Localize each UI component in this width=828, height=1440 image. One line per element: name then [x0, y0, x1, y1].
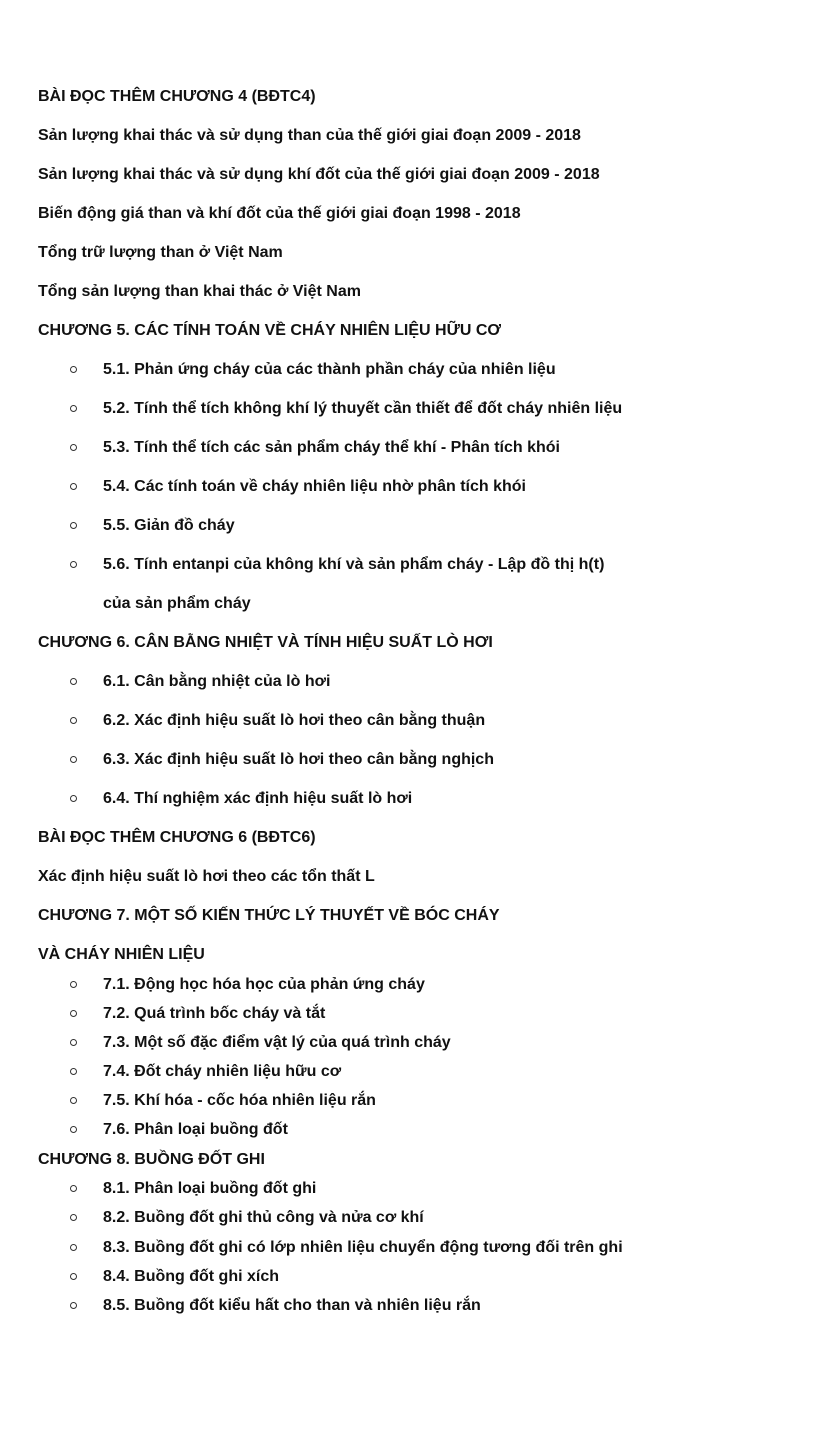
bullet-circle-icon: [70, 1185, 77, 1192]
bullet-circle-icon: [70, 1068, 77, 1075]
bullet-circle-icon: [70, 1214, 77, 1221]
bullet-circle-icon: [70, 756, 77, 763]
list-item-text: 7.4. Đốt cháy nhiên liệu hữu cơ: [103, 1063, 342, 1080]
bullet-circle-icon: [70, 366, 77, 373]
bullet-circle-icon: [70, 561, 77, 568]
list-item-text: 5.3. Tính thể tích các sản phẩm cháy thể khí - Phân tích khói: [103, 439, 560, 456]
reading4-line-price: Biến động giá than và khí đốt của thế giới giai đoạn 1998 - 2018: [38, 205, 521, 222]
list-item-text: của sản phẩm cháy: [103, 595, 251, 612]
list-item-text: 7.3. Một số đặc điểm vật lý của quá trình cháy: [103, 1034, 451, 1051]
bullet-circle-icon: [70, 1273, 77, 1280]
list-item-text: 5.1. Phản ứng cháy của các thành phần cháy của nhiên liệu: [103, 361, 556, 378]
bullet-circle-icon: [70, 1302, 77, 1309]
list-item-text: 8.3. Buồng đốt ghi có lớp nhiên liệu chuyển động tương đối trên ghi: [103, 1239, 623, 1256]
list-item-text: 5.4. Các tính toán về cháy nhiên liệu nhờ phân tích khói: [103, 478, 526, 495]
bullet-circle-icon: [70, 678, 77, 685]
reading4-line-gas: Sản lượng khai thác và sử dụng khí đốt của thế giới giai đoạn 2009 - 2018: [38, 166, 600, 183]
reading6-heading: BÀI ĐỌC THÊM CHƯƠNG 6 (BĐTC6): [38, 829, 316, 846]
bullet-circle-icon: [70, 1126, 77, 1133]
reading6-line: Xác định hiệu suất lò hơi theo các tổn thất L: [38, 868, 375, 885]
list-item-text: 7.6. Phân loại buồng đốt: [103, 1121, 288, 1138]
bullet-circle-icon: [70, 795, 77, 802]
bullet-circle-icon: [70, 1097, 77, 1104]
bullet-circle-icon: [70, 1244, 77, 1251]
list-item-text: 6.1. Cân bằng nhiệt của lò hơi: [103, 673, 331, 690]
list-item-text: 5.5. Giản đồ cháy: [103, 517, 235, 534]
bullet-circle-icon: [70, 483, 77, 490]
bullet-circle-icon: [70, 1010, 77, 1017]
reading4-heading: BÀI ĐỌC THÊM CHƯƠNG 4 (BĐTC4): [38, 88, 316, 105]
list-item-text: 8.5. Buồng đốt kiểu hất cho than và nhiên liệu rắn: [103, 1297, 481, 1314]
chapter7-heading-line1: CHƯƠNG 7. MỘT SỐ KIẾN THỨC LÝ THUYẾT VỀ BÓC CHÁY: [38, 907, 500, 924]
bullet-circle-icon: [70, 522, 77, 529]
list-item-text: 7.2. Quá trình bốc cháy và tắt: [103, 1005, 326, 1022]
list-item-text: 7.1. Động học hóa học của phản ứng cháy: [103, 976, 425, 993]
bullet-circle-icon: [70, 405, 77, 412]
list-item-text: 5.2. Tính thể tích không khí lý thuyết cần thiết để đốt cháy nhiên liệu: [103, 400, 623, 417]
list-item-text: 6.2. Xác định hiệu suất lò hơi theo cân bằng thuận: [103, 712, 486, 729]
chapter6-heading: CHƯƠNG 6. CÂN BẰNG NHIỆT VÀ TÍNH HIỆU SUẤT LÒ HƠI: [38, 634, 493, 651]
chapter7-heading-line2: VÀ CHÁY NHIÊN LIỆU: [38, 946, 205, 963]
bullet-circle-icon: [70, 444, 77, 451]
bullet-circle-icon: [70, 717, 77, 724]
list-item-text: 8.1. Phân loại buồng đốt ghi: [103, 1180, 317, 1197]
list-item-text: 6.3. Xác định hiệu suất lò hơi theo cân bằng nghịch: [103, 751, 494, 768]
list-item-text: 8.2. Buồng đốt ghi thủ công và nửa cơ khí: [103, 1209, 424, 1226]
reading4-line-reserves: Tổng trữ lượng than ở Việt Nam: [38, 244, 283, 261]
reading4-line-coal: Sản lượng khai thác và sử dụng than của thế giới giai đoạn 2009 - 2018: [38, 127, 581, 144]
list-item-text: 5.6. Tính entanpi của không khí và sản phẩm cháy - Lập đồ thị h(t): [103, 556, 605, 573]
reading4-line-output: Tổng sản lượng than khai thác ở Việt Nam: [38, 283, 361, 300]
list-item-text: 8.4. Buồng đốt ghi xích: [103, 1268, 279, 1285]
bullet-circle-icon: [70, 981, 77, 988]
chapter8-heading: CHƯƠNG 8. BUỒNG ĐỐT GHI: [38, 1151, 265, 1168]
chapter5-heading: CHƯƠNG 5. CÁC TÍNH TOÁN VỀ CHÁY NHIÊN LIỆU HỮU CƠ: [38, 322, 502, 339]
list-item-text: 6.4. Thí nghiệm xác định hiệu suất lò hơi: [103, 790, 413, 807]
list-item-text: 7.5. Khí hóa - cốc hóa nhiên liệu rắn: [103, 1092, 376, 1109]
bullet-circle-icon: [70, 1039, 77, 1046]
